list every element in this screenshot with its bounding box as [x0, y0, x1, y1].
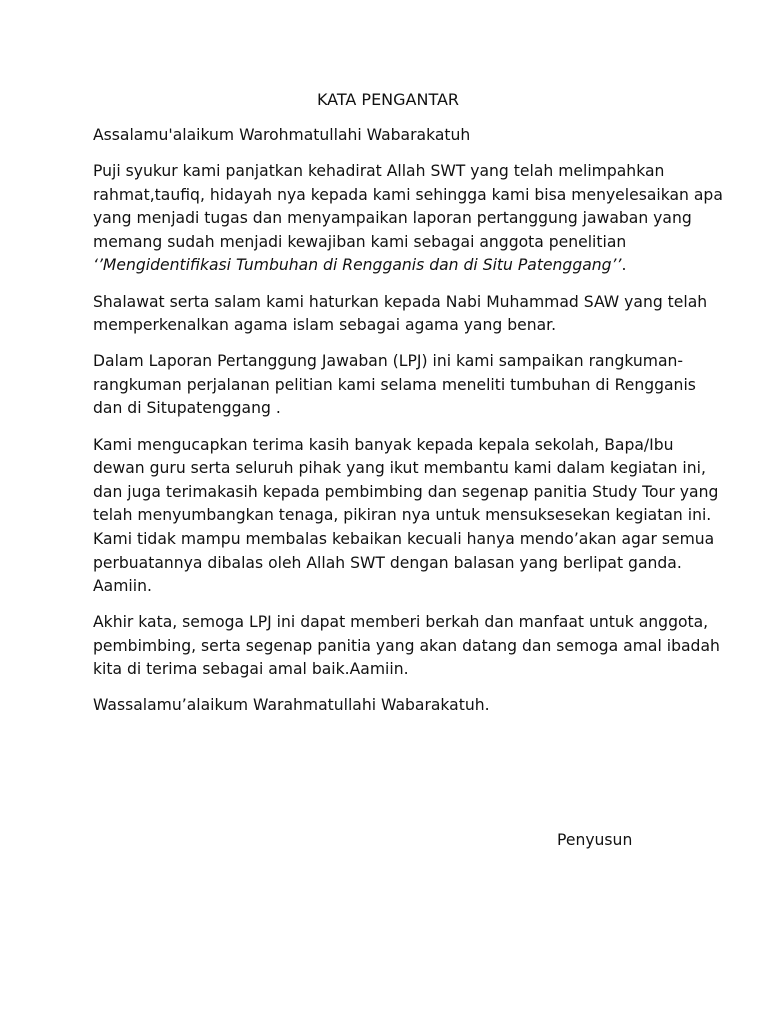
paragraph-line: telah menyumbangkan tenaga, pikiran nya untuk mensuksesekan kegiatan ini. [93, 506, 712, 525]
paragraph-lpj [93, 350, 696, 421]
paragraph-shalawat [93, 291, 708, 338]
paragraph-line: rangkuman perjalanan pelitian kami selama meneliti tumbuhan di Rengganis [93, 375, 696, 394]
paragraph-line: memperkenalkan agama islam sebagai agama yang benar. [93, 316, 557, 335]
paragraph-gratitude [93, 160, 723, 278]
paragraph-closing-words [93, 611, 720, 682]
paragraph-line: Dalam Laporan Pertanggung Jawaban (LPJ) ini kami sampaikan rangkuman- [93, 352, 684, 371]
paragraph-thanks [93, 434, 719, 599]
document-page [93, 88, 723, 731]
paragraph-line: Aamiin. [93, 577, 152, 596]
paragraph-line: pembimbing, serta segenap panitia yang akan datang dan semoga amal ibadah [93, 636, 720, 655]
paragraph-line: dan juga terimakasih kepada pembimbing dan segenap panitia Study Tour yang [93, 482, 719, 501]
closing-salutation [93, 694, 683, 718]
paragraph-line: yang menjadi tugas dan menyampaikan laporan pertanggung jawaban yang [93, 209, 692, 228]
paragraph-line: perbuatannya dibalas oleh Allah SWT dengan balasan yang berlipat ganda. [93, 553, 682, 572]
document-title: KATA PENGANTAR [316, 90, 460, 109]
paragraph-line: Shalawat serta salam kami haturkan kepada Nabi Muhammad SAW yang telah [93, 292, 708, 311]
greeting-line: Assalamu'alaikum Warohmatullahi Wabarakatuh [93, 126, 471, 144]
paragraph-line: Kami tidak mampu membalas kebaikan kecuali hanya mendo’akan agar semua [93, 529, 715, 548]
signature-label: Penyusun [557, 831, 633, 849]
paragraph-line: memang sudah menjadi kewajiban kami sebagai anggota penelitian [93, 232, 627, 251]
greeting-paragraph [93, 124, 683, 148]
paragraph-line: Kami mengucapkan terima kasih banyak kepada kepala sekolah, Bapa/Ibu [93, 435, 674, 454]
research-title-italic: ‘’Mengidentifikasi Tumbuhan di Rengganis dan di Situ Patenggang’’ [93, 256, 622, 275]
paragraph-line: dewan guru serta seluruh pihak yang ikut membantu kami dalam kegiatan ini, [93, 459, 706, 478]
paragraph-line: dan di Situpatenggang . [93, 399, 281, 418]
paragraph-line: kita di terima sebagai amal baik.Aamiin. [93, 660, 409, 679]
closing-line: Wassalamu’alaikum Warahmatullahi Wabarakatuh. [93, 696, 490, 715]
paragraph-line: Puji syukur kami panjatkan kehadirat Allah SWT yang telah melimpahkan [93, 162, 665, 181]
paragraph-line: Akhir kata, semoga LPJ ini dapat memberi berkah dan manfaat untuk anggota, [93, 613, 709, 632]
paragraph-line-italic [93, 254, 683, 278]
paragraph-line: rahmat,taufiq, hidayah nya kepada kami sehingga kami bisa menyelesaikan apa [93, 185, 723, 204]
period: . [621, 256, 627, 275]
